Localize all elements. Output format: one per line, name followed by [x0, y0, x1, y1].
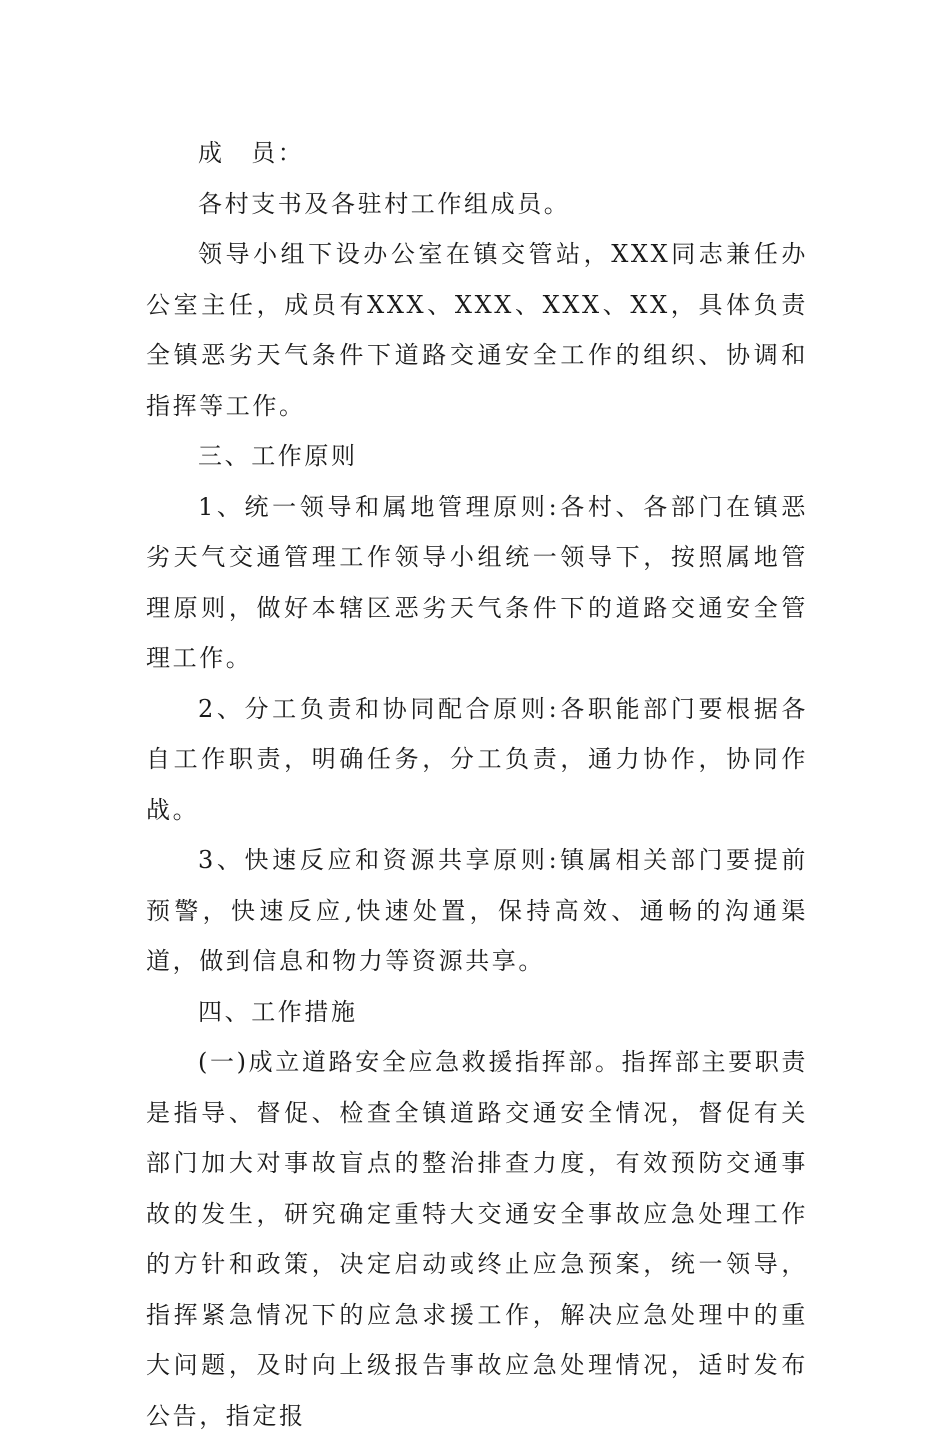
principle-3-paragraph: 3、快速反应和资源共享原则:镇属相关部门要提前预警，快速反应,快速处置，保持高效、通畅的沟通渠道，做到信息和物力等资源共享。: [146, 846, 808, 975]
members-heading: 成 员：: [198, 139, 305, 167]
office-paragraph: 领导小组下设办公室在镇交管站，XXX同志兼任办公室主任，成员有XXX、XXX、XXX、XX，具体负责全镇恶劣天气条件下道路交通安全工作的组织、协调和指挥等工作。: [146, 240, 808, 420]
measure-1-paragraph: (一)成立道路安全应急救援指挥部。指挥部主要职责是指导、督促、检查全镇道路交通安全情况，督促有关部门加大对事故盲点的整治排查力度，有效预防交通事故的发生，研究确定重特大交通安全事故应急处理工作的方针和政策，决定启动或终止应急预案，统一领导，指挥紧急情况下的应急求援工作，解决应急处理中的重大问题，及时向上级报告事故应急处理情况，适时发布公告，指定报: [146, 1048, 808, 1430]
principle-2-paragraph: 2、分工负责和协同配合原则:各职能部门要根据各自工作职责，明确任务，分工负责，通力协作，协同作战。: [146, 694, 808, 824]
section-heading-measures: 四、工作措施: [198, 997, 358, 1026]
principle-1-paragraph: 1、统一领导和属地管理原则:各村、各部门在镇恶劣天气交通管理工作领导小组统一领导下，按照属地管理原则，做好本辖区恶劣天气条件下的道路交通安全管理工作。: [146, 492, 808, 672]
members-text: 各村支书及各驻村工作组成员。: [198, 189, 571, 218]
document-body: [146, 128, 808, 1441]
section-heading-principles: 三、工作原则: [198, 442, 358, 470]
